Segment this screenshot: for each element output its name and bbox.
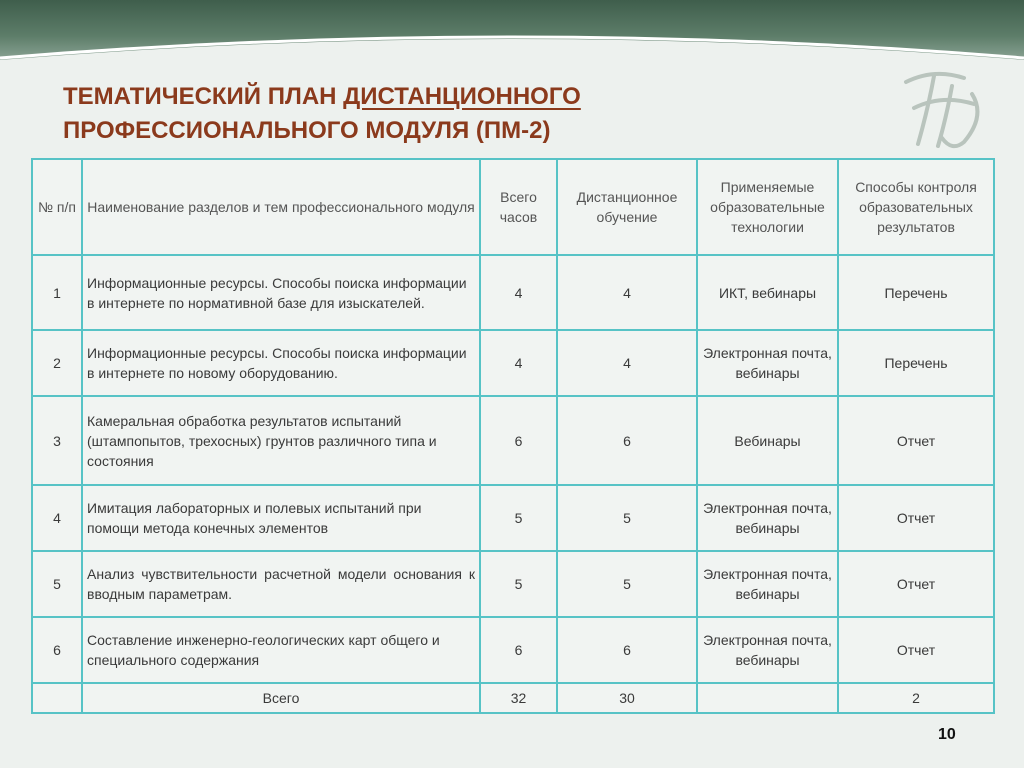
row-hours: 5 [480, 485, 557, 551]
row-num: 6 [32, 617, 82, 683]
table-row [32, 330, 994, 396]
university-logo [894, 64, 994, 154]
row-tech: Электронная почта, вебинары [697, 617, 838, 683]
total-tech [697, 683, 838, 713]
header-curve [0, 0, 1024, 80]
row-num: 3 [32, 396, 82, 485]
total-distance: 30 [557, 683, 697, 713]
slide-title [63, 80, 863, 148]
row-tech: ИКТ, вебинары [697, 255, 838, 330]
table-total-row [32, 683, 994, 713]
row-control: Отчет [838, 485, 994, 551]
row-name: Составление инженерно-геологических карт общего и специального содержания [82, 617, 480, 683]
header-num: № п/п [32, 159, 82, 255]
total-num-empty [32, 683, 82, 713]
total-label: Всего [82, 683, 480, 713]
header-name: Наименование разделов и тем профессионального модуля [82, 159, 480, 255]
row-name: Информационные ресурсы. Способы поиска информации в интернете по нормативной базе для изыскателей. [82, 255, 480, 330]
row-hours: 4 [480, 255, 557, 330]
row-distance: 6 [557, 617, 697, 683]
total-hours: 32 [480, 683, 557, 713]
table-row [32, 551, 994, 617]
row-control: Перечень [838, 330, 994, 396]
header-tech: Применяемые образовательные технологии [697, 159, 838, 255]
row-distance: 5 [557, 551, 697, 617]
table-row [32, 396, 994, 485]
row-control: Отчет [838, 551, 994, 617]
row-tech: Вебинары [697, 396, 838, 485]
row-hours: 6 [480, 396, 557, 485]
row-name: Камеральная обработка результатов испытаний (штампопытов, трехосных) грунтов различного типа и состояния [82, 396, 480, 485]
row-num: 5 [32, 551, 82, 617]
thematic-plan-table [31, 158, 995, 714]
title-line1-underlined: ДИСТАНЦИОННОГО [343, 83, 581, 110]
row-tech: Электронная почта, вебинары [697, 330, 838, 396]
row-num: 2 [32, 330, 82, 396]
row-control: Перечень [838, 255, 994, 330]
row-hours: 5 [480, 551, 557, 617]
row-tech: Электронная почта, вебинары [697, 551, 838, 617]
table-row [32, 485, 994, 551]
title-line1-prefix: ТЕМАТИЧЕСКИЙ ПЛАН [63, 83, 344, 110]
header-hours: Всего часов [480, 159, 557, 255]
row-distance: 4 [557, 255, 697, 330]
page-number: 10 [938, 726, 956, 743]
title-line2: ПРОФЕССИОНАЛЬНОГО МОДУЛЯ (ПМ-2) [63, 117, 551, 144]
row-distance: 6 [557, 396, 697, 485]
row-name: Анализ чувствительности расчетной модели основания к вводным параметрам. [82, 551, 480, 617]
row-control: Отчет [838, 396, 994, 485]
header-control: Способы контроля образовательных результатов [838, 159, 994, 255]
row-name: Информационные ресурсы. Способы поиска информации в интернете по новому оборудованию. [82, 330, 480, 396]
table-row [32, 255, 994, 330]
row-hours: 4 [480, 330, 557, 396]
row-name: Имитация лабораторных и полевых испытаний при помощи метода конечных элементов [82, 485, 480, 551]
total-control: 2 [838, 683, 994, 713]
row-distance: 5 [557, 485, 697, 551]
row-hours: 6 [480, 617, 557, 683]
header-distance: Дистанционное обучение [557, 159, 697, 255]
row-control: Отчет [838, 617, 994, 683]
row-num: 4 [32, 485, 82, 551]
row-num: 1 [32, 255, 82, 330]
table-row [32, 617, 994, 683]
row-tech: Электронная почта, вебинары [697, 485, 838, 551]
row-distance: 4 [557, 330, 697, 396]
table-header-row [32, 159, 994, 255]
